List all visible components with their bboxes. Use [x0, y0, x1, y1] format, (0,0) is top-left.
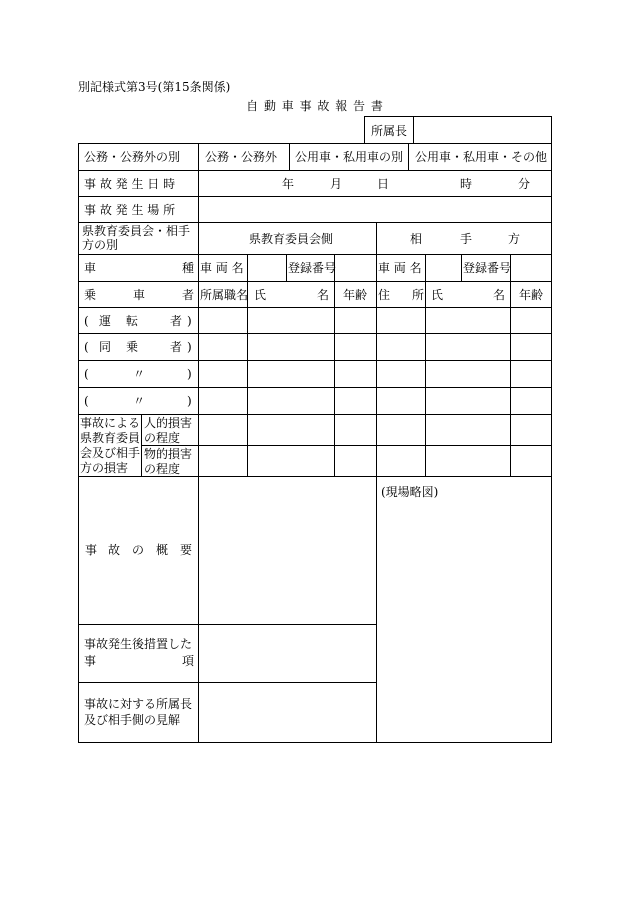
- passenger-char-1: 同: [99, 340, 112, 354]
- driver-char-1: 運: [99, 314, 112, 328]
- other-age-header: 年齢: [519, 288, 544, 302]
- driver-close-paren: ): [187, 314, 192, 328]
- vehicle-use-label: 公用車・私用車の別: [295, 150, 404, 164]
- ditto2-close-paren: ): [187, 394, 192, 408]
- passenger-close-paren: ): [187, 340, 192, 354]
- overview-char-4: 概: [156, 543, 169, 557]
- passenger-char-2: 乗: [126, 340, 139, 354]
- passengers-char-3: 者: [182, 288, 195, 302]
- opinion-field[interactable]: [202, 686, 372, 738]
- damage-label-line1: 事故による: [80, 416, 141, 430]
- measures-field[interactable]: [202, 628, 372, 678]
- own-side-label: 県教育委員会側: [249, 232, 334, 246]
- other-registration-label: 登録番号: [463, 261, 512, 275]
- driver-open-paren: (: [84, 314, 89, 328]
- counterpart-char-3: 方: [508, 232, 521, 246]
- duty-label: 公務・公務外の別: [84, 150, 181, 164]
- overview-char-5: 要: [180, 543, 193, 557]
- place-label: 事 故 発 生 場 所: [84, 203, 176, 217]
- property-damage-line1: 物的損害: [144, 447, 193, 461]
- ditto2-open-paren: (: [84, 394, 89, 408]
- datetime-month[interactable]: 月: [330, 177, 343, 191]
- other-vehicle-name-label: 車 両 名: [378, 261, 422, 275]
- damage-label-line2: 県教育委員: [80, 431, 141, 445]
- damage-label-line3: 会及び相手: [80, 446, 141, 460]
- overview-char-1: 事: [85, 543, 98, 557]
- party-label-line1: 県教育委員会・相手: [82, 224, 191, 238]
- own-age-header: 年齢: [343, 288, 368, 302]
- personal-damage-line2: の程度: [144, 431, 181, 445]
- measures-char-1: 事: [84, 654, 97, 668]
- own-registration-label: 登録番号: [288, 261, 337, 275]
- datetime-hour[interactable]: 時: [460, 177, 473, 191]
- opinion-line1: 事故に対する所属長: [84, 697, 193, 711]
- vehicle-use-options[interactable]: 公用車・私用車・その他: [415, 150, 548, 164]
- counterpart-char-1: 相: [410, 232, 423, 246]
- dept-title-header: 所属職名: [200, 288, 249, 302]
- overview-char-3: の: [132, 543, 145, 557]
- overview-field[interactable]: [202, 480, 372, 620]
- measures-line1: 事故発生後措置した: [84, 637, 193, 651]
- driver-char-2: 転: [126, 314, 139, 328]
- ditto2-mark: 〃: [133, 394, 146, 408]
- address-char-1: 住: [378, 288, 391, 302]
- counterpart-char-2: 手: [460, 232, 473, 246]
- duty-options[interactable]: 公務・公務外: [205, 150, 278, 164]
- own-name-char-1: 氏: [254, 288, 267, 302]
- passenger-open-paren: (: [84, 340, 89, 354]
- property-damage-line2: の程度: [144, 462, 181, 476]
- opinion-line2: 及び相手側の見解: [84, 713, 181, 727]
- driver-char-3: 者: [170, 314, 183, 328]
- datetime-year[interactable]: 年: [282, 177, 295, 191]
- overview-char-2: 故: [108, 543, 121, 557]
- personal-damage-line1: 人的損害: [144, 416, 193, 430]
- sketch-area[interactable]: [380, 502, 548, 738]
- ditto1-open-paren: (: [84, 367, 89, 381]
- address-char-2: 所: [412, 288, 425, 302]
- datetime-minute[interactable]: 分: [518, 177, 531, 191]
- own-name-char-2: 名: [317, 288, 330, 302]
- own-vehicle-name-label: 車 両 名: [200, 261, 244, 275]
- ditto1-mark: 〃: [133, 367, 146, 381]
- principal-label: 所属長: [371, 124, 408, 138]
- vehicle-type-char-1: 車: [84, 261, 97, 275]
- damage-label-line4: 方の損害: [80, 461, 129, 475]
- party-label-line2: 方の別: [82, 238, 119, 252]
- measures-char-2: 項: [182, 654, 195, 668]
- ditto1-close-paren: ): [187, 367, 192, 381]
- passenger-char-3: 者: [170, 340, 183, 354]
- passengers-char-2: 車: [133, 288, 146, 302]
- sketch-label: (現場略図): [381, 485, 439, 499]
- other-name-char-2: 名: [493, 288, 506, 302]
- page-title: 自 動 車 事 故 報 告 書: [246, 99, 384, 113]
- datetime-label: 事 故 発 生 日 時: [84, 177, 176, 191]
- datetime-day[interactable]: 日: [377, 177, 390, 191]
- form-number: 別記様式第3号(第15条関係): [78, 80, 231, 94]
- passengers-char-1: 乗: [84, 288, 97, 302]
- vehicle-type-char-2: 種: [182, 261, 195, 275]
- other-name-char-1: 氏: [431, 288, 444, 302]
